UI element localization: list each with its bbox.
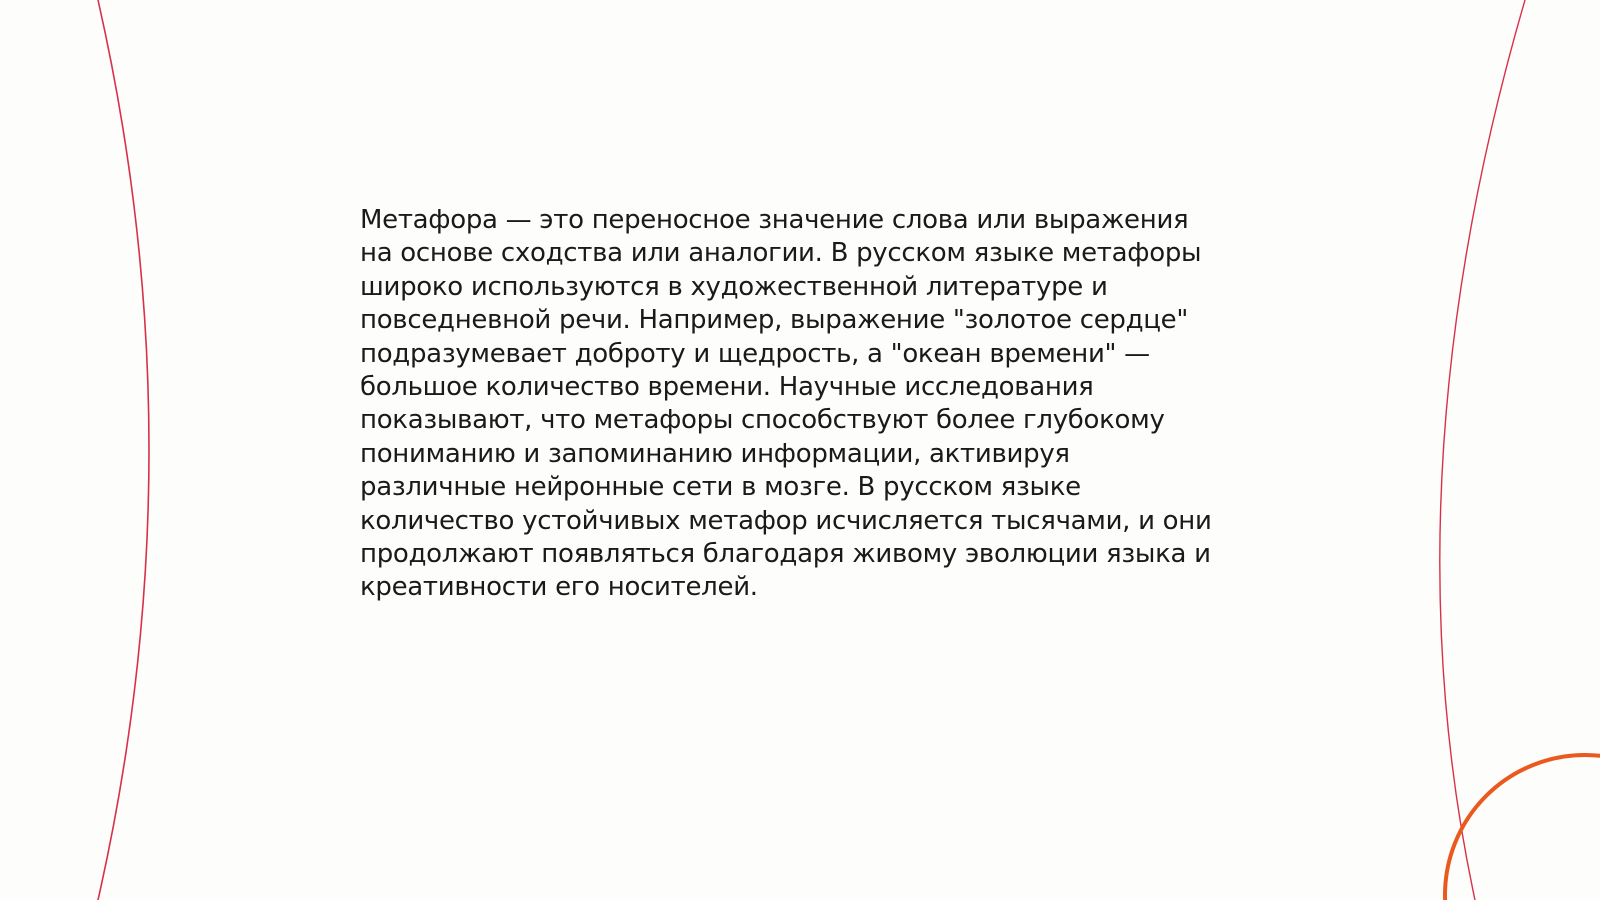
paragraph-line: подразумевает доброту и щедрость, а "океан времени" — [360,338,1150,369]
paragraph-line: Метафора — это переносное значение слова или выражения [360,205,1189,235]
paragraph-line: различные нейронные сети в мозге. В русском языке [360,472,1081,503]
paragraph-line: пониманию и запоминанию информации, активируя [360,438,1070,469]
paragraph-line: на основе сходства или аналогии. В русском языке метафоры [360,238,1202,269]
left-curve [98,0,149,900]
paragraph-line: количество устойчивых метафор исчисляется тысячами, и они [360,505,1212,536]
orange-arc [1445,755,1600,900]
paragraph-line: креативности его носителей. [360,572,758,603]
paragraph-line: широко используются в художественной литературе и [360,271,1108,302]
metaphor-paragraph [360,204,1240,605]
right-curve [1440,0,1525,900]
paragraph-line: большое количество времени. Научные исследования [360,372,1094,403]
paragraph-line: показывают, что метафоры способствуют более глубокому [360,405,1165,436]
paragraph-line: повседневной речи. Например, выражение "золотое сердце" [360,305,1189,336]
paragraph-line: продолжают появляться благодаря живому эволюции языка и [360,539,1211,570]
